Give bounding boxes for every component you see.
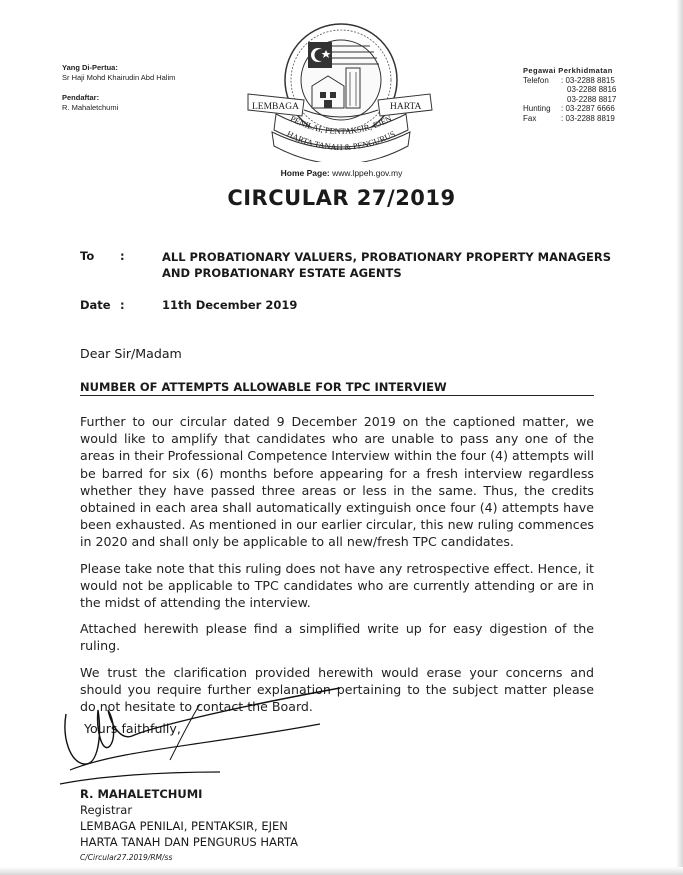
signatory-role: Registrar — [80, 803, 133, 817]
homepage-label: Home Page: — [280, 168, 330, 178]
contact-label — [523, 85, 561, 95]
contact-row — [523, 76, 633, 86]
page-shadow-right — [676, 0, 683, 875]
homepage-link[interactable]: www.lppeh.gov.my — [332, 168, 403, 178]
page-shadow-bottom — [0, 867, 683, 875]
recipients-line-2: AND PROBATIONARY ESTATE AGENTS — [162, 266, 402, 280]
contact-value: : 03-2288 8819 — [561, 113, 615, 123]
contact-value: : 03-2287 6666 — [561, 104, 615, 114]
recipients-line-1: ALL PROBATIONARY VALUERS, PROBATIONARY PROPERTY MANAGERS — [162, 250, 611, 264]
paragraph: Further to our circular dated 9 December 2019 on the captioned matter, we would like to amplify that candidates who are unable to pass any one of the areas in their Professional Competence Interview within the four (4) attempts will be barred for six (6) months before appearing for a fresh interview regardless whether they have passed three areas or less in the same. Thus, the credits obtained in each area shall automatically extinguish once four (4) attempts have been exhausted. As mentioned in our earlier circular, this new ruling commences in 2020 and shall only be applicable to all new/fresh TPC candidates. — [80, 414, 594, 550]
letter-body — [80, 413, 594, 715]
contact-row — [523, 95, 633, 105]
contact-row — [523, 104, 633, 114]
board-logo — [246, 20, 436, 162]
registrar-title: Pendaftar: — [62, 93, 100, 102]
paragraph: Attached herewith please find a simplified write up for easy digestion of the ruling. — [80, 621, 594, 654]
contact-block — [523, 66, 633, 124]
contact-value: 03-2288 8816 — [567, 85, 617, 95]
contact-label: Fax — [523, 113, 537, 123]
to-colon: : — [120, 249, 125, 263]
contact-row — [523, 114, 633, 124]
salutation: Dear Sir/Madam — [80, 346, 182, 361]
president-title: Yang Di-Pertua: — [62, 63, 118, 72]
paragraph: We trust the clarification provided herewith would erase your concerns and should you require further explanation pertaining to the subject matter please do not hesitate to contact the Board. — [80, 664, 594, 715]
registrar-name: R. Mahaletchumi — [62, 103, 119, 112]
reference-code: C/Circular27.2019/RM/ss — [80, 853, 173, 862]
signatory-block — [80, 786, 298, 866]
contact-label — [523, 95, 561, 105]
recipients — [162, 249, 611, 281]
header-left-block — [62, 63, 242, 113]
contact-label: Hunting — [523, 104, 551, 114]
org-line-2: HARTA TANAH DAN PENGURUS HARTA — [80, 835, 299, 849]
signature — [40, 680, 360, 790]
closing: Yours faithfully, — [84, 721, 181, 736]
contact-value: : 03-2288 8815 — [561, 75, 615, 85]
contact-label: Telefon — [523, 75, 549, 85]
contact-row — [523, 85, 633, 95]
homepage-line — [0, 168, 683, 178]
signatory-name: R. MAHALETCHUMI — [80, 787, 203, 801]
contact-value: 03-2288 8817 — [567, 94, 617, 104]
date-label: Date — [80, 298, 111, 312]
president-name: Sr Haji Mohd Khairudin Abd Halim — [62, 73, 176, 82]
org-line-1: LEMBAGA PENILAI, PENTAKSIR, EJEN — [80, 819, 288, 833]
logo-ribbon-bottom: HARTA TANAH & PENGURUS — [285, 128, 397, 153]
subject-text: NUMBER OF ATTEMPTS ALLOWABLE FOR TPC INTERVIEW — [80, 380, 447, 394]
logo-banner-left: LEMBAGA — [252, 102, 299, 112]
paragraph: Please take note that this ruling does not have any retrospective effect. Hence, it would not be applicable to TPC candidates who are currently attending or are in the midst of attending the interview. — [80, 560, 594, 611]
date-value: 11th December 2019 — [162, 298, 298, 312]
logo-banner-right: HARTA — [390, 102, 422, 112]
date-colon: : — [120, 298, 125, 312]
subject-heading — [80, 380, 594, 396]
contacts-title: Pegawai Perkhidmatan — [523, 66, 613, 75]
circular-title: CIRCULAR 27/2019 — [227, 186, 456, 210]
logo-ribbon-top: PENILAI, PENTAKSIR, EJEN — [288, 113, 394, 137]
to-label: To — [80, 249, 95, 263]
